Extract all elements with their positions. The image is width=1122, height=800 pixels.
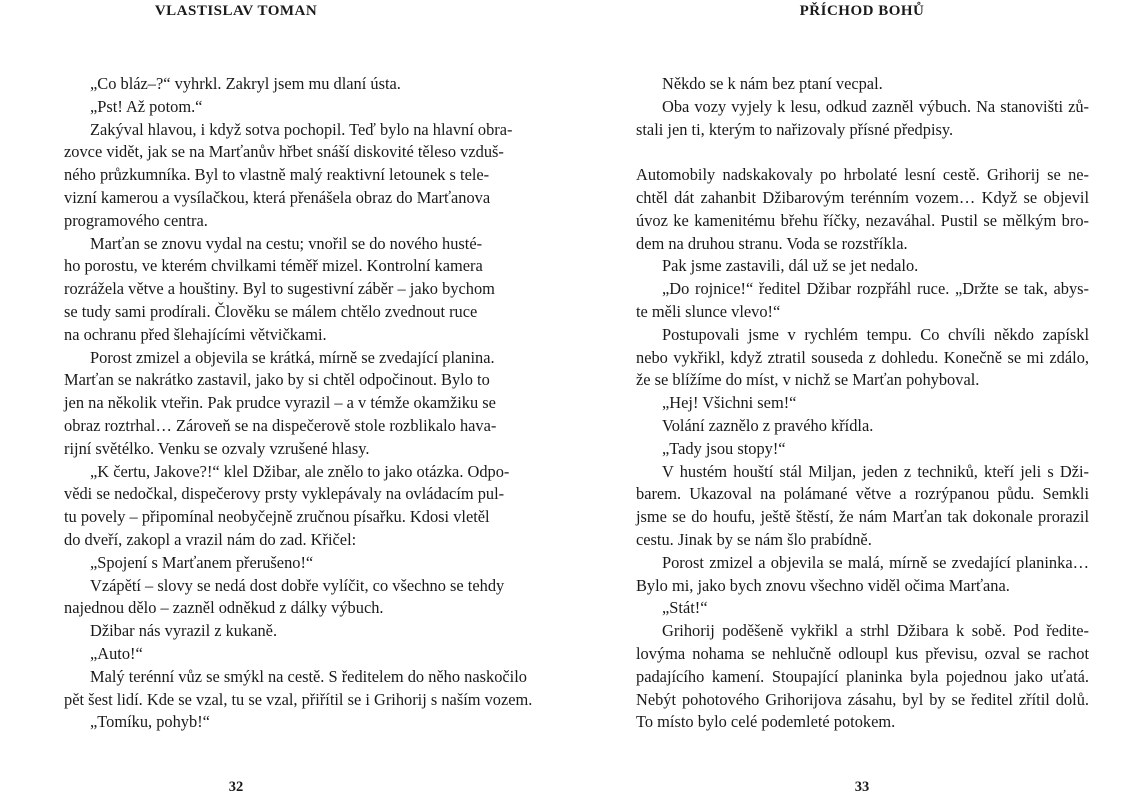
text-line: jen na několik vteřin. Pak prudce vyrazil – a v témže okamžiku se: [64, 393, 496, 413]
text-line: barem. Ukazoval na polámané větve a rozrýpanou půdu. Semkli: [636, 484, 1089, 504]
text-line: vizní kamerou a vysílačkou, která přenášela obraz do Marťanova: [64, 187, 491, 207]
running-head-author: VLASTISLAV TOMAN: [154, 3, 318, 19]
text-line: Nebýt pohotového Grihorijova zásahu, byl by se ředitel zřítil dolů.: [636, 689, 1089, 709]
text-line: se tudy sami prodírali. Člověku se málem chtělo zvednout ruce: [64, 301, 478, 321]
text-line: „Do rojnice!“ ředitel Džibar rozpřáhl ruce. „Držte se tak, abys-: [662, 279, 1089, 299]
running-head-title: PŘÍCHOD BOHŮ: [799, 3, 925, 19]
right-page: [561, 0, 1122, 800]
text-line: Porost zmizel a objevila se krátká, mírně se zvedající planina.: [90, 347, 495, 367]
text-line: te měli slunce vlevo!“: [636, 301, 781, 321]
text-line: Volání zaznělo z pravého křídla.: [662, 415, 874, 435]
text-line: „Co bláz–?“ vyhrkl. Zakryl jsem mu dlaní ústa.: [90, 74, 401, 93]
text-line: Postupovali jsme v rychlém tempu. Co chvíli někdo zapískl: [662, 324, 1089, 344]
text-line: „Auto!“: [90, 643, 143, 663]
text-line: Džibar nás vyrazil z kukaně.: [90, 621, 278, 641]
text-line: V hustém houští stál Miljan, jeden z techniků, kteří jeli s Dži-: [662, 461, 1089, 481]
text-line: na ochranu před šlehajícími větvičkami.: [64, 324, 327, 344]
text-line: Marťan se nakrátko zastavil, jako by si chtěl odpočinout. Bylo to: [64, 370, 490, 390]
text-line: Oba vozy vyjely k lesu, odkud zazněl výbuch. Na stanovišti zů-: [662, 96, 1089, 116]
text-line: zovce vidět, jak se na Marťanův hřbet snáší diskovité těleso vzduš-: [64, 142, 504, 162]
text-line: do dveří, zakopl a vrazil nám do zad. Křičel:: [64, 529, 357, 549]
text-line: „Stát!“: [662, 598, 708, 618]
text-line: rozrážela větve a houštiny. Byl to sugestivní záběr – jako bychom: [64, 279, 495, 299]
blank-line: [636, 141, 1089, 164]
text-line: Zakýval hlavou, i když sotva pochopil. Teď bylo na hlavní obra-: [90, 119, 513, 139]
text-line: Vzápětí – slovy se nedá dost dobře vylíčit, co všechno se tehdy: [90, 575, 505, 595]
text-line: vědi se nedočkal, dispečerovy prsty vyklepávaly na ovládacím pul-: [64, 484, 505, 504]
text-line: „Tomíku, pohyb!“: [90, 712, 210, 732]
text-line: lovýma nohama se nehlučně odloupl kus převisu, ozval se rachot: [636, 643, 1089, 663]
text-line: „Spojení s Marťanem přerušeno!“: [90, 552, 314, 572]
text-line: obraz roztrhal… Zároveň se na dispečerově stole rozblikalo hava-: [64, 415, 497, 435]
text-line: ného průzkumníka. Byl to vlastně malý reaktivní letounek s tele-: [64, 165, 490, 185]
text-line: rijní světélko. Venku se ozvaly vzrušené hlasy.: [64, 438, 370, 458]
text-line: najednou dělo – zazněl odněkud z dálky výbuch.: [64, 598, 384, 618]
text-line: dem na druhou stranu. Voda se rozstříkla.: [636, 233, 908, 253]
text-line: Pak jsme zastavili, dál už se jet nedalo.: [662, 256, 919, 276]
text-line: „Pst! Až potom.“: [90, 96, 203, 116]
body-text: [636, 73, 1089, 734]
text-line: „K čertu, Jakove?!“ klel Džibar, ale znělo to jako otázka. Odpo-: [90, 461, 510, 481]
text-line: nebo vykřikl, když ztratil souseda z dohledu. Konečně se mi zdálo,: [636, 347, 1089, 367]
text-line: „Tady jsou stopy!“: [662, 438, 786, 458]
text-line: „Hej! Všichni sem!“: [662, 393, 797, 413]
text-line: To místo bylo celé podemleté potokem.: [636, 712, 896, 732]
text-line: padajícího kamení. Stoupající planinka byla pojednou jako uťatá.: [636, 666, 1089, 686]
text-line: úvoz ke kamenitému břehu říčky, nezaváhal. Pustil se mělkým bro-: [636, 210, 1089, 230]
text-line: Bylo mi, jako bych znovu všechno viděl očima Marťana.: [636, 575, 1010, 595]
text-line: stali jen ti, kterým to nařizovaly přísné předpisy.: [636, 119, 954, 139]
text-line: programového centra.: [64, 210, 208, 230]
text-line: že se blížíme do míst, v nichž se Marťan pohyboval.: [636, 370, 980, 390]
text-line: cestu. Jinak by se nám šlo prabídně.: [636, 529, 872, 549]
text-line: jsme se do houfu, ještě štěstí, že nám Marťan tak dokonale prorazil: [636, 507, 1089, 527]
text-line: Marťan se znovu vydal na cestu; vnořil se do nového husté-: [90, 233, 483, 253]
text-line: chtěl dát zahanbit Džibarovým terénním vozem… Když se objevil: [636, 187, 1089, 207]
text-line: tu povely – připomínal neobyčejně zručnou písařku. Kdosi vletěl: [64, 507, 490, 527]
text-line: pět šest lidí. Kde se vzal, tu se vzal, přiřítil se i Grihorij s naším vozem.: [64, 689, 533, 709]
text-line: Automobily nadskakovaly po hrbolaté lesní cestě. Grihorij se ne-: [636, 165, 1089, 185]
page-number: 32: [228, 779, 244, 795]
text-line: ho porostu, ve kterém chvilkami téměř mizel. Kontrolní kamera: [64, 256, 483, 276]
body-text: [64, 73, 533, 734]
text-line: Malý terénní vůz se smýkl na cestě. S ředitelem do něho naskočilo: [90, 666, 527, 686]
text-line: Porost zmizel a objevila se malá, mírně se zvedající planinka…: [662, 552, 1089, 572]
text-line: Grihorij poděšeně vykřikl a strhl Džibara k sobě. Pod ředite-: [662, 621, 1089, 641]
text-line: Někdo se k nám bez ptaní vecpal.: [662, 74, 883, 93]
page-number: 33: [854, 779, 870, 795]
